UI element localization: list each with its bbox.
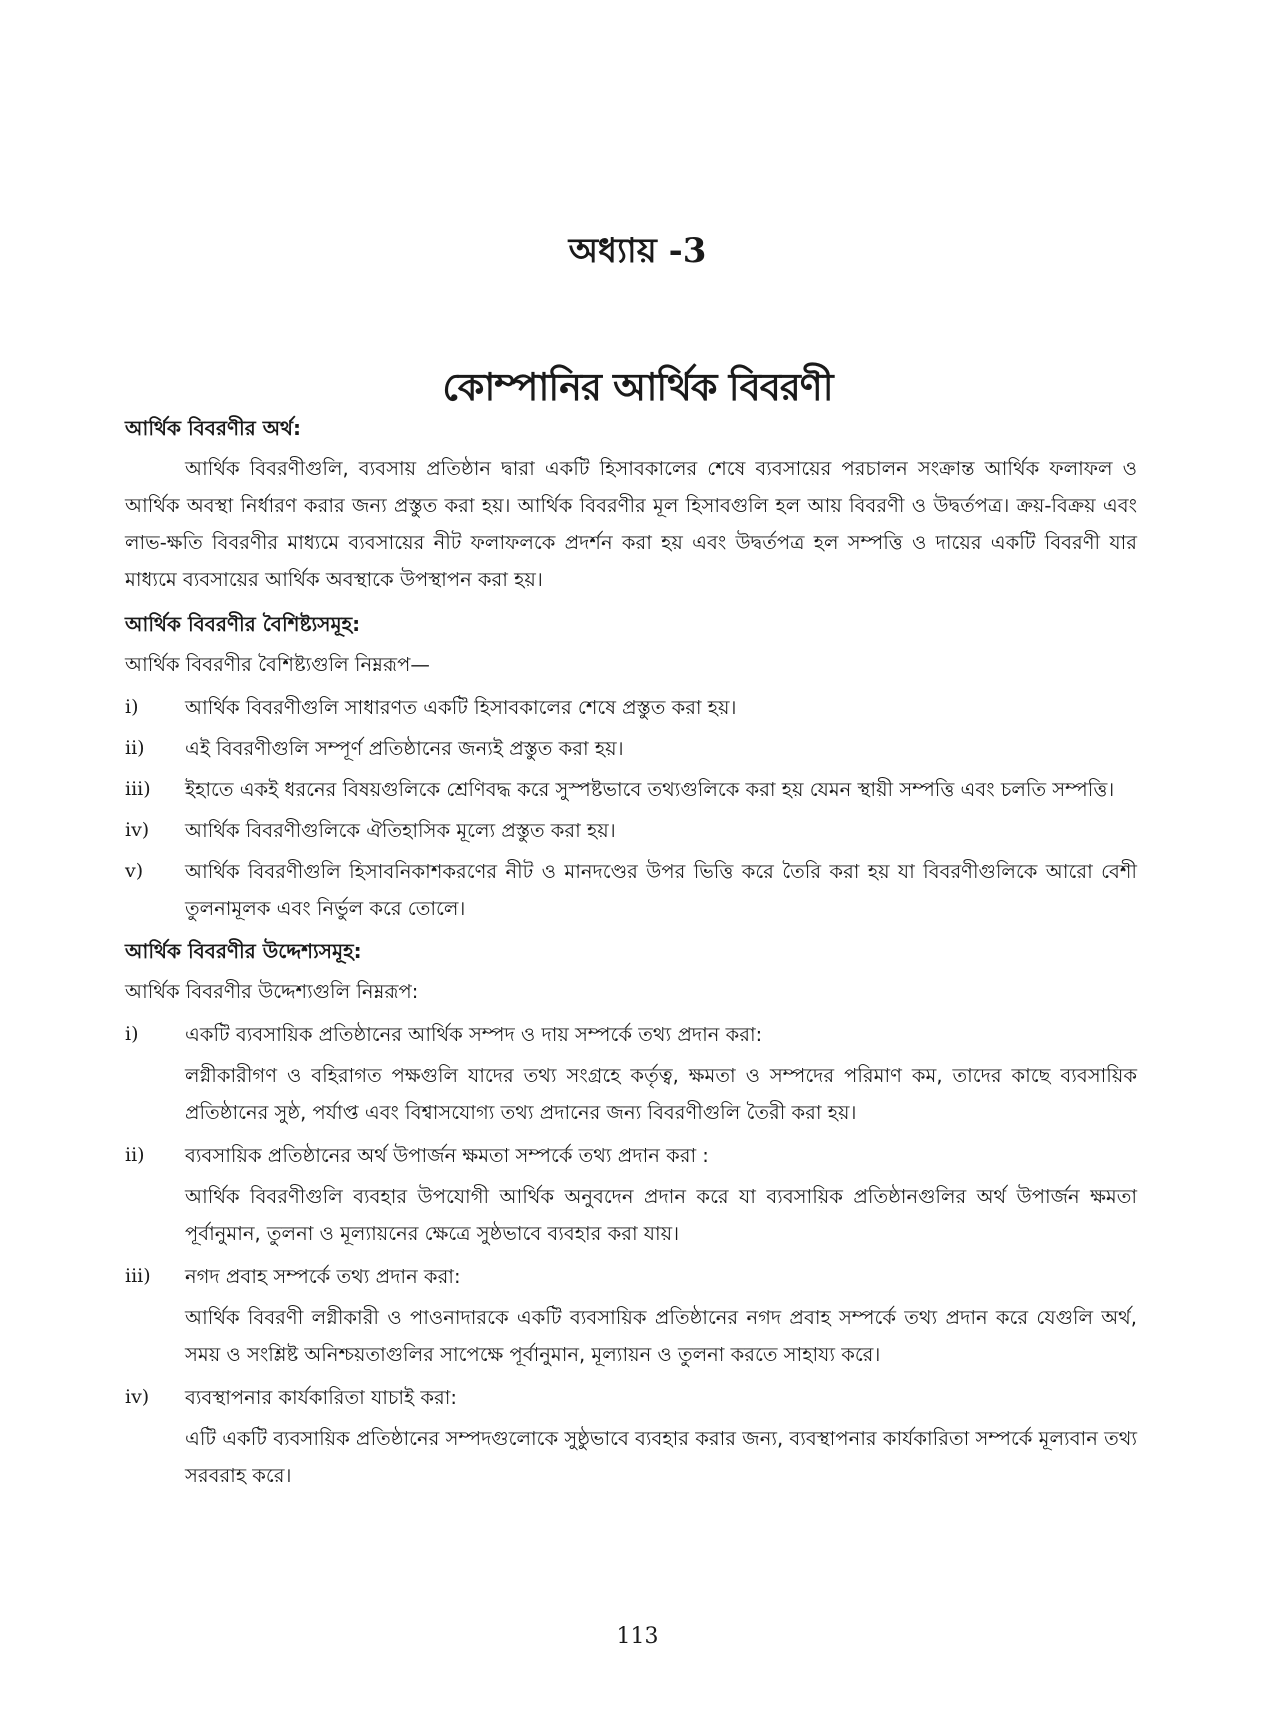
list-item — [125, 771, 1137, 808]
item-text: এই বিবরণীগুলি সম্পূর্ণ প্রতিষ্ঠানের জন্যই প্রস্তুত করা হয়। — [185, 737, 624, 760]
objective-title-row — [125, 1137, 1137, 1174]
objective-body: এটি একটি ব্যবসায়িক প্রতিষ্ঠানের সম্পদগুলোকে সুষ্ঠুভাবে ব্যবহার করার জন্য, ব্যবস্থাপনার কার্যকারিতা সম্পর্কে মূল্যবান তথ্য সরবরাহ করে। — [185, 1427, 1137, 1487]
objective-title: একটি ব্যবসায়িক প্রতিষ্ঠানের আর্থিক সম্পদ ও দায় সম্পর্কে তথ্য প্রদান করা: — [185, 1023, 763, 1046]
page-title: কোম্পানির আর্থিক বিবরণী — [442, 365, 833, 409]
objective-title-row — [125, 1016, 1137, 1053]
main-content — [125, 412, 1137, 1500]
chapter-heading: অধ্যায় -3 — [568, 231, 707, 271]
item-number: v) — [125, 860, 144, 882]
objectives-heading: আর্থিক বিবরণীর উদ্দেশ্যসমূহ: — [125, 939, 362, 963]
features-heading: আর্থিক বিবরণীর বৈশিষ্ট্যসমূহ: — [125, 612, 361, 636]
list-item — [125, 812, 1137, 849]
item-text: আর্থিক বিবরণীগুলিকে ঐতিহাসিক মূল্যে প্রস্তুত করা হয়। — [185, 819, 616, 842]
objective-title: ব্যবসায়িক প্রতিষ্ঠানের অর্থ উপার্জন ক্ষমতা সম্পর্কে তথ্য প্রদান করা : — [185, 1144, 709, 1167]
objective-body: লগ্নীকারীগণ ও বহিরাগত পক্ষগুলি যাদের তথ্য সংগ্রহে কর্তৃত্ব, ক্ষমতা ও সম্পদের পরিমাণ কম, তাদের কাছে ব্যবসায়িক প্রতিষ্ঠানের সুষ্ঠ, পর্যাপ্ত এবং বিশ্বাসযোগ্য তথ্য প্রদানের জন্য বিবরণীগুলি তৈরী করা হয়। — [185, 1064, 1137, 1124]
item-number: i) — [125, 1023, 139, 1045]
objectives-intro: আর্থিক বিবরণীর উদ্দেশ্যগুলি নিম্নরূপ: — [125, 980, 419, 1003]
features-section — [125, 608, 1137, 927]
list-item — [125, 689, 1137, 726]
item-number: i) — [125, 696, 139, 718]
list-item — [125, 853, 1137, 927]
item-text: আর্থিক বিবরণীগুলি হিসাবনিকাশকরণের নীট ও মানদণ্ডের উপর ভিত্তি করে তৈরি করা হয় যা বিবরণীগুলিকে আরো বেশী তুলনামূলক এবং নির্ভুল করে তোলে। — [185, 860, 1137, 920]
meaning-paragraph: আর্থিক বিবরণীগুলি, ব্যবসায় প্রতিষ্ঠান দ্বারা একটি হিসাবকালের শেষে ব্যবসায়ের পরচালন সংক্রান্ত আর্থিক ফলাফল ও আর্থিক অবস্থা নির্ধারণ করার জন্য প্রস্তুত করা হয়। আর্থিক বিবরণীর মূল হিসাবগুলি হল আয় বিবরণী ও উদ্বর্তপত্র। ক্রয়-বিক্রয় এবং লাভ-ক্ষতি বিবরণীর মাধ্যমে ব্যবসায়ের নীট ফলাফলকে প্রদর্শন করা হয় এবং উদ্বর্তপত্র হল সম্পত্তি ও দায়ের একটি বিবরণী যার মাধ্যমে ব্যবসায়ের আর্থিক অবস্থাকে উপস্থাপন করা হয়। — [125, 457, 1137, 591]
item-text: ইহাতে একই ধরনের বিষয়গুলিকে শ্রেণিবদ্ধ করে সুস্পষ্টভাবে তথ্যগুলিকে করা হয় যেমন স্থায়ী সম্পত্তি এবং চলতি সম্পত্তি। — [185, 778, 1115, 801]
item-number: iii) — [125, 778, 151, 800]
objective-title: নগদ প্রবাহ সম্পর্কে তথ্য প্রদান করা: — [185, 1265, 461, 1288]
objectives-section — [125, 935, 1137, 1494]
objective-title-row — [125, 1379, 1137, 1416]
list-item — [125, 730, 1137, 767]
item-number: ii) — [125, 1144, 145, 1166]
objective-body: আর্থিক বিবরণী লগ্নীকারী ও পাওনাদারকে একটি ব্যবসায়িক প্রতিষ্ঠানের নগদ প্রবাহ সম্পর্কে তথ্য প্রদান করে যেগুলি অর্থ, সময় ও সংশ্লিষ্ট অনিশ্চয়তাগুলির সাপেক্ষে পূর্বানুমান, মূল্যায়ন ও তুলনা করতে সাহায্য করে। — [185, 1306, 1137, 1366]
page-number: 113 — [616, 1624, 659, 1649]
item-number: iv) — [125, 819, 150, 841]
item-number: ii) — [125, 737, 145, 759]
features-intro: আর্থিক বিবরণীর বৈশিষ্ট্যগুলি নিম্নরূপ— — [125, 653, 430, 676]
meaning-heading: আর্থিক বিবরণীর অর্থ: — [125, 416, 301, 440]
item-number: iii) — [125, 1265, 151, 1287]
objective-body: আর্থিক বিবরণীগুলি ব্যবহার উপযোগী আর্থিক অনুবদেন প্রদান করে যা ব্যবসায়িক প্রতিষ্ঠানগুলির অর্থ উপার্জন ক্ষমতা পূর্বানুমান, তুলনা ও মূল্যায়নের ক্ষেত্রে সুষ্ঠভাবে ব্যবহার করা যায়। — [185, 1185, 1137, 1245]
objective-title: ব্যবস্থাপনার কার্যকারিতা যাচাই করা: — [185, 1386, 457, 1409]
item-text: আর্থিক বিবরণীগুলি সাধারণত একটি হিসাবকালের শেষে প্রস্তুত করা হয়। — [185, 696, 737, 719]
objective-title-row — [125, 1258, 1137, 1295]
item-number: iv) — [125, 1386, 150, 1408]
meaning-section — [125, 412, 1137, 598]
